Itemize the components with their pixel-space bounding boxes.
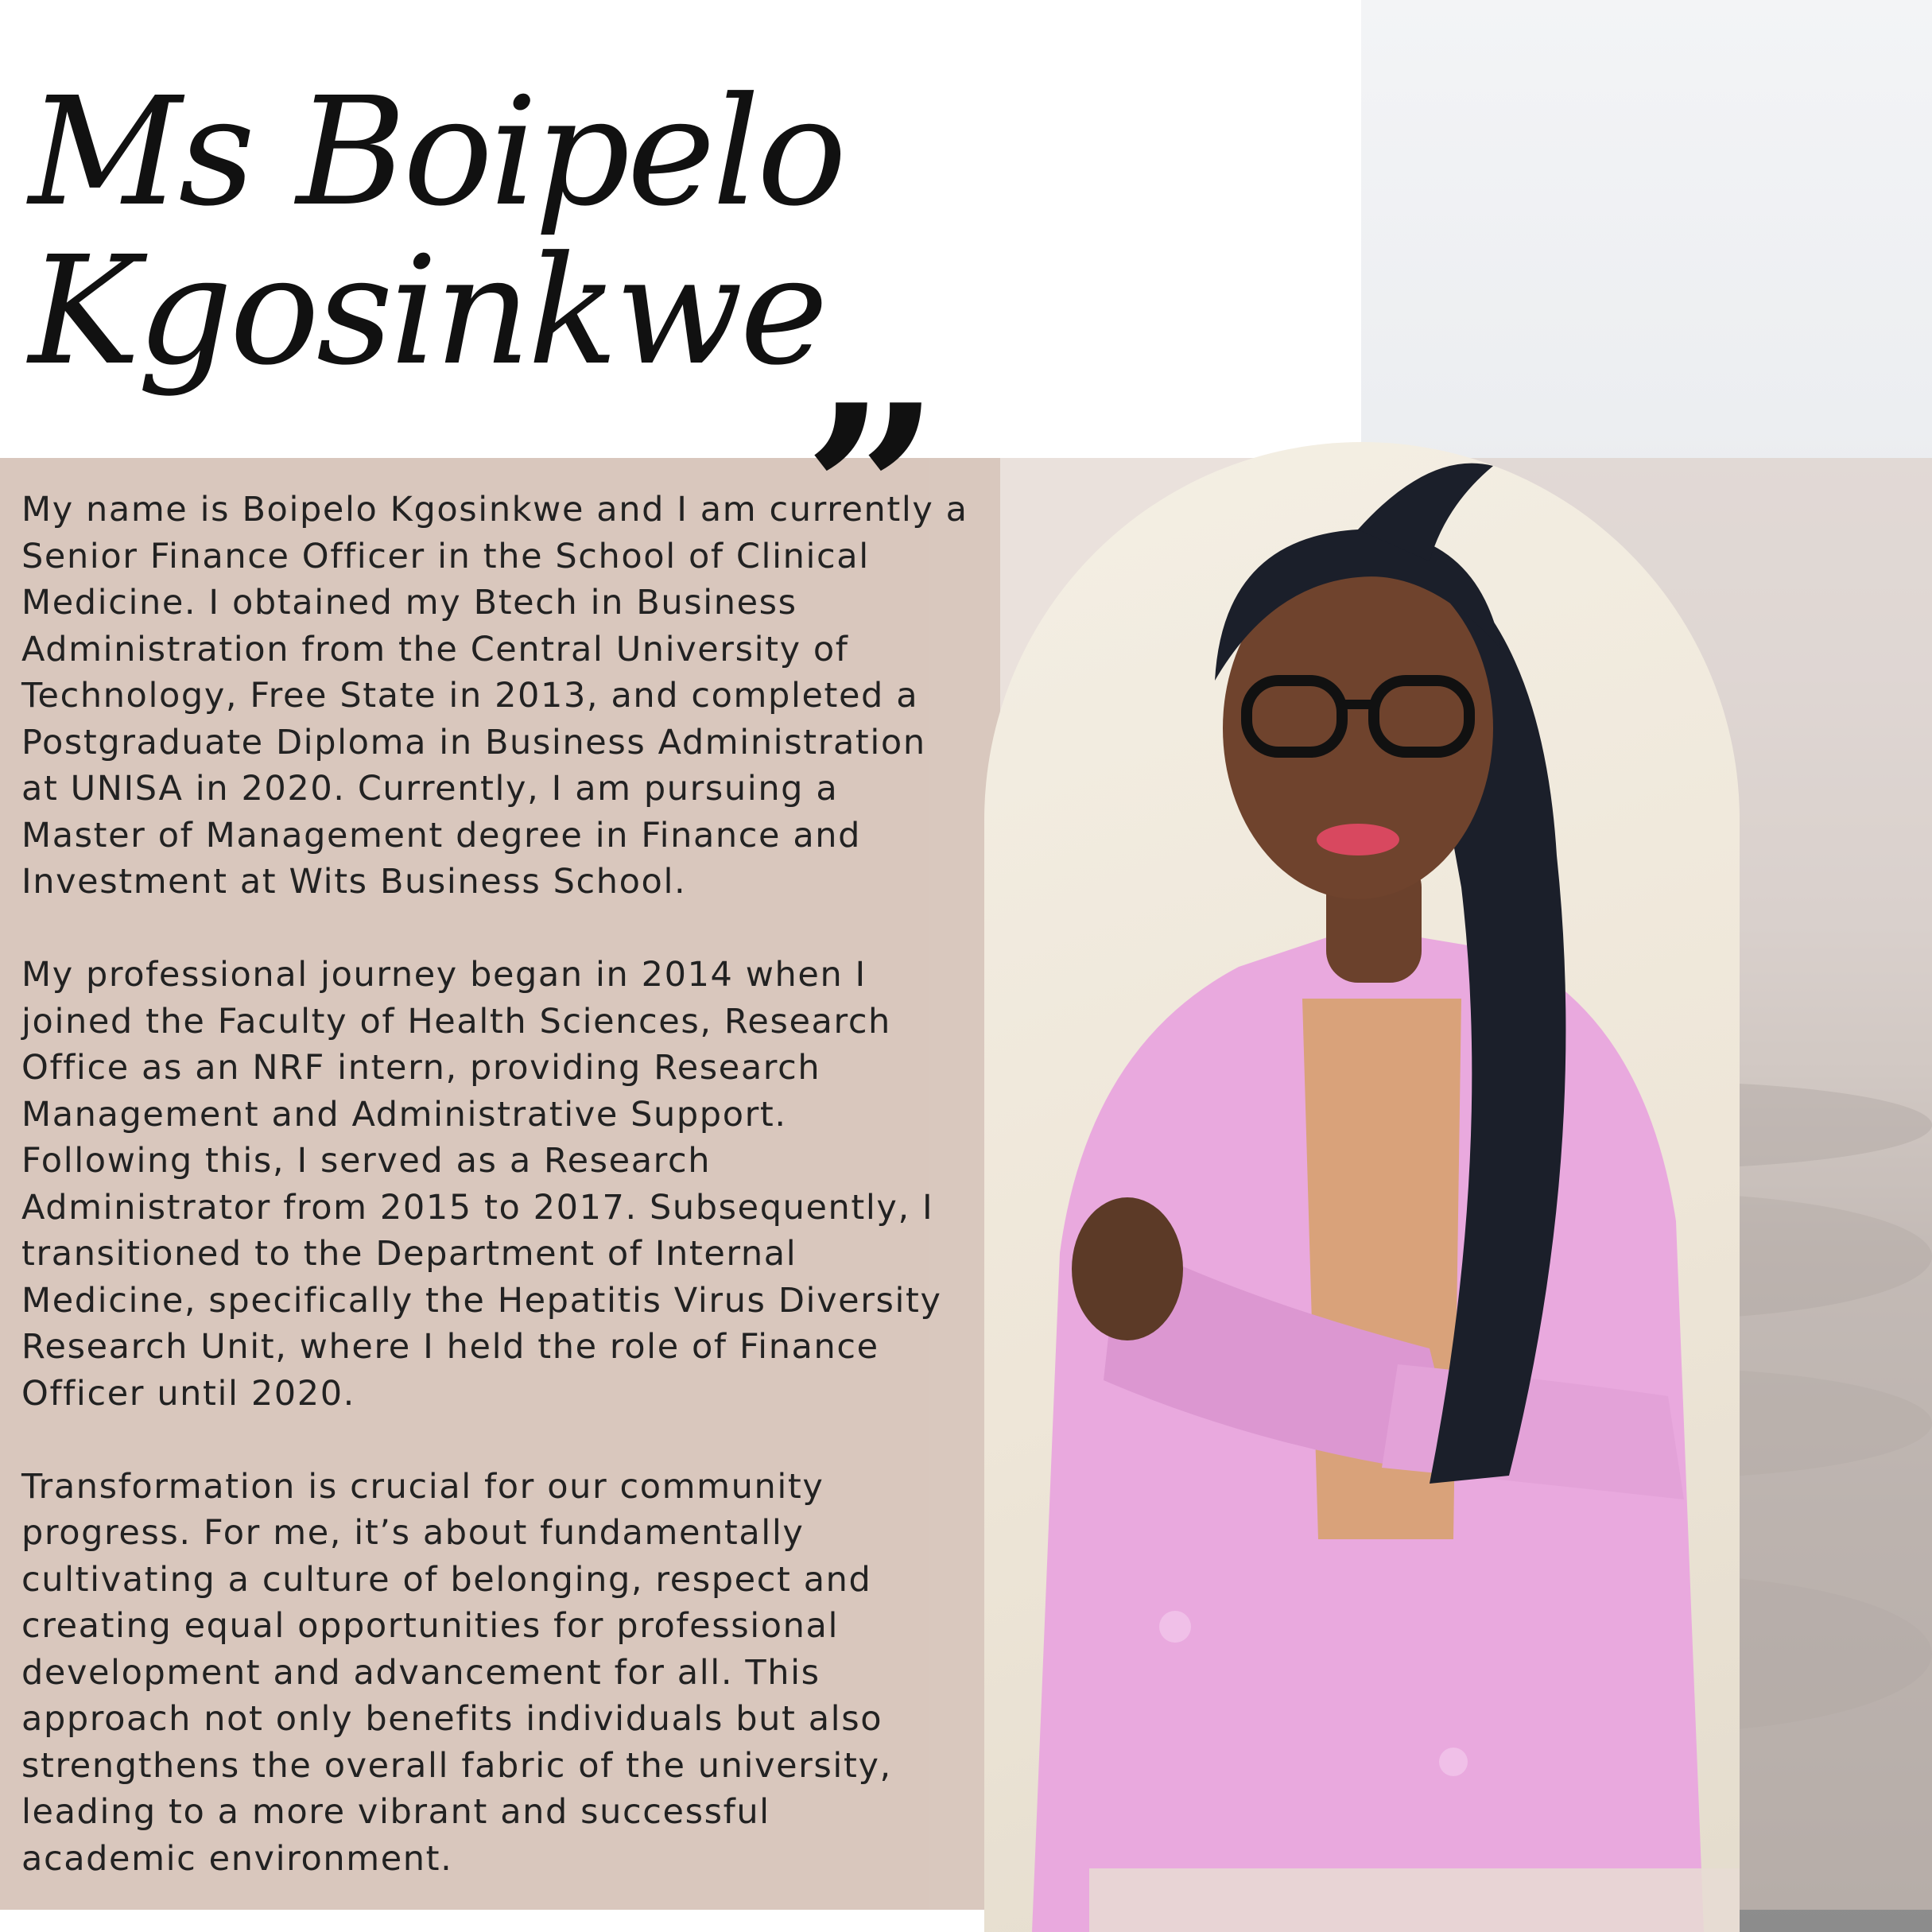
page-title	[29, 65, 903, 398]
portrait-illustration	[984, 442, 1740, 1932]
bio-paragraph-3: Transformation is crucial for our community progress. For me, it’s about fundamentally cultivating a culture of belonging, respect and creating equal opportunities for professional development and advancement for all. This approach not only benefits individuals but also strengthens the overall fabric of the university, leading to a more vibrant and successful academic environment.	[21, 1466, 892, 1879]
title-line-2: Kgosinkwe	[29, 224, 825, 398]
quote-mark-icon: ”	[803, 352, 941, 633]
button-shape	[1439, 1748, 1468, 1776]
portrait-photo	[984, 442, 1740, 1932]
title-line-1: Ms Boipelo	[29, 65, 844, 239]
button-shape	[1159, 1611, 1191, 1643]
bottom-strip	[1089, 1868, 1740, 1932]
lips-shape	[1317, 824, 1399, 855]
bio-paragraph-2: My professional journey began in 2014 when I joined the Faculty of Health Sciences, Research Office as an NRF intern, providing Research Management and Administrative Support. Following this, I served as a Research Administrator from 2015 to 2017. Subsequently, I transitioned to the Department of Internal Medicine, specifically the Hepatitis Virus Diversity Research Unit, where I held the role of Finance Officer until 2020.	[21, 955, 942, 1414]
bio-paragraph-1: My name is Boipelo Kgosinkwe and I am currently a Senior Finance Officer in the School of Clinical Medicine. I obtained my Btech in Business Administration from the Central University of Technology, Free State in 2013, and completed a Postgraduate Diploma in Business Administration at UNISA in 2020. Currently, I am pursuing a Master of Management degree in Finance and Investment at Wits Business School.	[21, 490, 968, 902]
bio-text	[21, 487, 983, 1929]
hand-shape	[1072, 1197, 1183, 1340]
